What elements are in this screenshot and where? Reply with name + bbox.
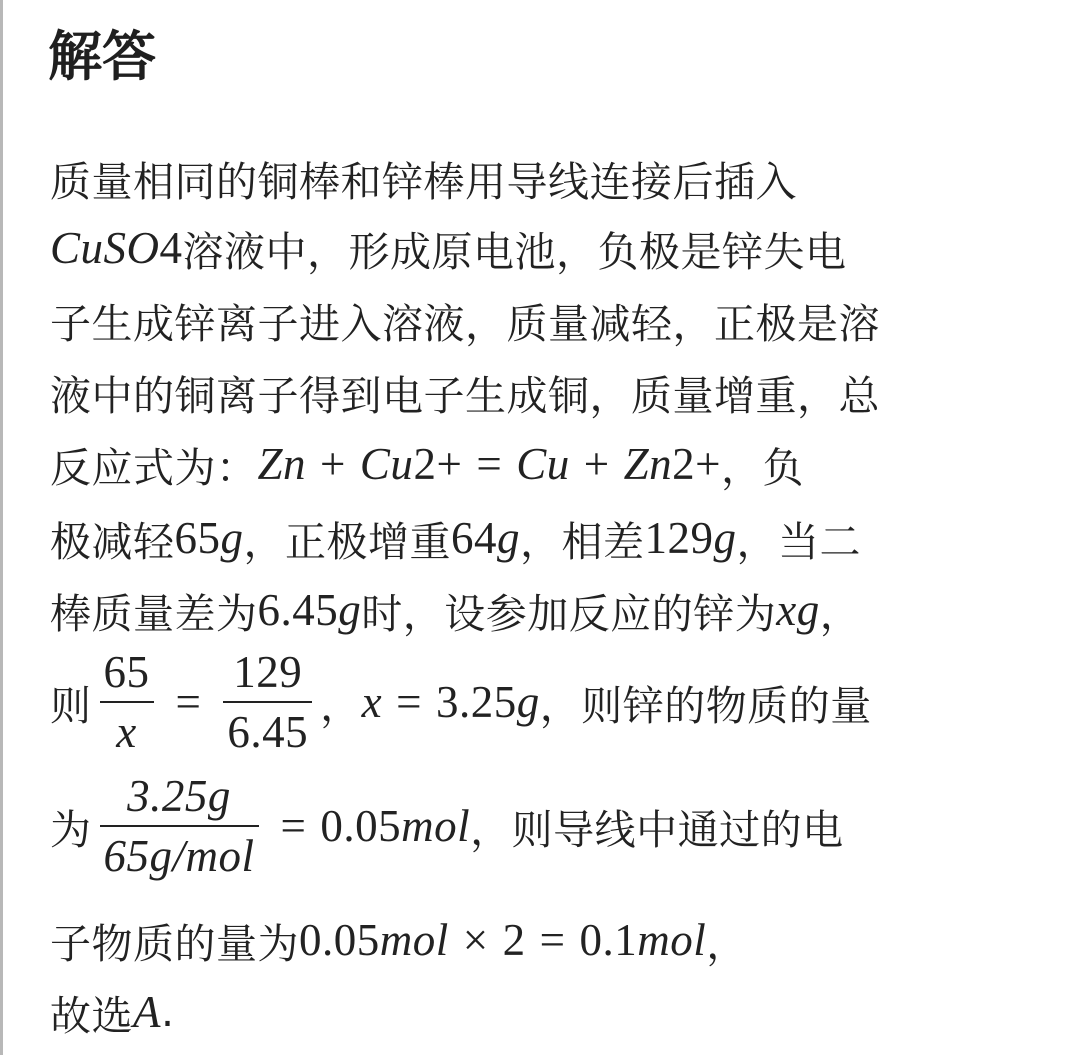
line-6-text-d: ，当二 (736, 517, 861, 566)
reaction-plus-2: + (583, 439, 610, 489)
unit-mol-3: mol (637, 915, 707, 965)
reaction-zn: Zn (257, 439, 307, 489)
value-64: 64 (451, 513, 497, 563)
unit-mol-2: mol (379, 915, 449, 965)
text-line-10 (50, 904, 748, 976)
reaction-cu: Cu (516, 439, 570, 489)
fraction-2-numerator: 129 (233, 647, 303, 697)
unit-g-5: g (516, 677, 540, 727)
unit-g-2: g (497, 513, 520, 563)
equation-equals-2: = (396, 677, 423, 727)
line-8-prefix: 则 (50, 681, 92, 730)
value-0-05: 0.05 (320, 801, 402, 851)
line-9-prefix: 为 (50, 805, 92, 854)
reaction-cu-ion: Cu (359, 439, 414, 489)
formula-cuso: CuSO (50, 223, 160, 273)
line-5-prefix: 反应式为： (50, 443, 258, 492)
equation-equals-3: = (280, 801, 307, 851)
fraction-molar-mass (100, 767, 259, 885)
text-line-4 (50, 356, 880, 428)
text-line-1 (50, 142, 797, 214)
unit-g-1: g (220, 513, 244, 563)
value-0-1: 0.1 (579, 915, 638, 965)
line-6-text-a: 极减轻 (50, 517, 175, 566)
line-1-text: 质量相同的铜棒和锌棒用导线连接后插入 (50, 157, 797, 206)
line-2-text: 溶液中，形成原电池，负极是锌失电 (182, 227, 847, 276)
variable-xg: xg (776, 585, 820, 635)
answer-heading: 解答 (48, 25, 156, 88)
fraction-1-numerator: 65 (103, 647, 150, 697)
reaction-plus-1: + (320, 439, 346, 489)
line-8-text: ，则锌的物质的量 (539, 681, 872, 730)
unit-g-4: g (338, 585, 362, 635)
line-7-comma: ， (819, 589, 862, 638)
value-6-45: 6.45 (257, 585, 339, 635)
text-line-11 (50, 976, 175, 1048)
unit-mol-1: mol (401, 801, 471, 851)
line-7-text-a: 棒质量差为 (50, 589, 258, 638)
text-line-3 (50, 284, 880, 356)
line-10-comma: ， (706, 919, 748, 968)
text-line-2: CuSO 4 溶液中，形成原电池，负极是锌失电 (50, 212, 847, 284)
line-8-comma: ， (320, 681, 362, 730)
line-7-text-b: 时，设参加反应的锌为 (361, 589, 777, 638)
times-sign: × (462, 915, 489, 965)
fraction-1-denominator: x (116, 707, 137, 757)
line-6-text-c: ，相差 (520, 517, 645, 566)
equation-equals-4: = (539, 915, 566, 965)
line-5-suffix: ，负 (721, 443, 805, 492)
value-2: 2 (502, 915, 526, 965)
fraction-2-denominator: 6.45 (227, 707, 309, 757)
reaction-equals: = (476, 439, 503, 489)
text-line-8 (50, 642, 872, 762)
equation-equals-1: = (175, 677, 202, 727)
fraction-129-over-6-45 (223, 643, 312, 761)
fraction-65-over-x (100, 643, 154, 761)
value-3-25: 3.25 (436, 677, 517, 727)
reaction-zn-ion: Zn (623, 439, 673, 489)
fraction-3-denominator: 65g/mol (103, 831, 255, 881)
text-line-7 (50, 574, 861, 646)
left-border (0, 0, 3, 1055)
value-65: 65 (174, 513, 221, 563)
line-10-prefix: 子物质的量为 (50, 919, 299, 968)
value-129: 129 (644, 513, 714, 563)
line-9-text: ，则导线中通过的电 (470, 805, 844, 854)
text-line-9 (50, 764, 844, 888)
line-3-text: 子生成锌离子进入溶液，质量减轻，正极是溶 (50, 299, 880, 348)
text-line-5: 反应式为： Zn + Cu 2+ = Cu + Zn 2+ ，负 (50, 428, 804, 500)
line-11-prefix: 故选 (50, 991, 133, 1040)
value-0-05-b: 0.05 (299, 915, 380, 965)
line-11-period: . (161, 988, 175, 1036)
unit-g-3: g (713, 513, 737, 563)
line-6-text-b: ，正极增重 (243, 517, 451, 566)
text-line-6 (50, 502, 861, 574)
answer-choice-a: A (133, 987, 161, 1037)
variable-x: x (361, 677, 383, 727)
fraction-3-numerator: 3.25g (127, 771, 231, 821)
line-4-text: 液中的铜离子得到电子生成铜，质量增重，总 (50, 371, 880, 420)
